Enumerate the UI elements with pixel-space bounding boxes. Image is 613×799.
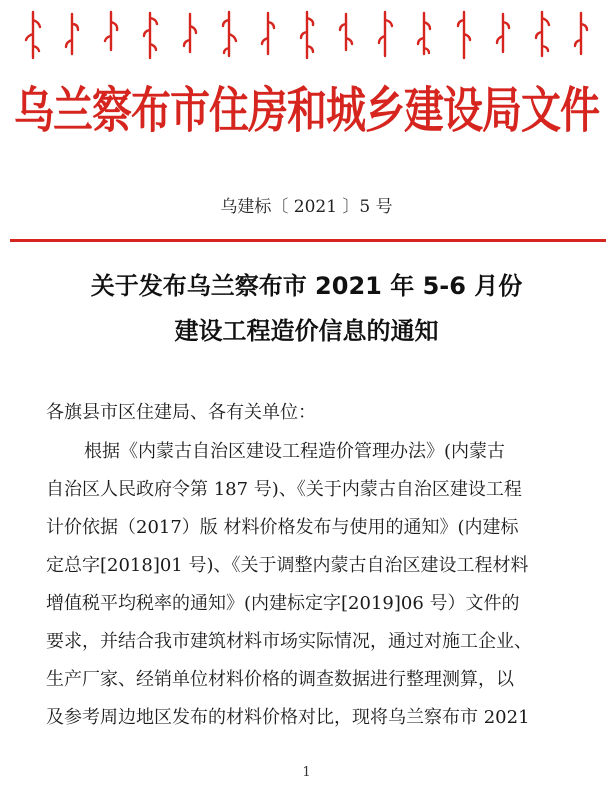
- notice-title-line-1: 关于发布乌兰察布市 2021 年 5-6 月份: [90, 272, 523, 300]
- notice-title-line-2: 建设工程造价信息的通知: [174, 317, 439, 345]
- body-line-4: 定总字[2018]01 号)、《关于调整内蒙古自治区建设工程材料: [46, 555, 529, 576]
- red-divider-line: [10, 239, 606, 242]
- mongolian-word-8: [296, 10, 318, 62]
- body-line-7: 生产厂家、经销单位材料价格的调查数据进行整理测算，以: [46, 669, 514, 690]
- body-line-1: 根据《内蒙古自治区建设工程造价管理办法》(内蒙古: [84, 441, 506, 462]
- mongolian-word-1: [22, 10, 44, 62]
- issuing-authority-title: 乌兰察布市住房和城乡建设局文件: [14, 82, 599, 140]
- mongolian-word-7: [257, 10, 279, 62]
- salutation: 各旗县市区住建局、各有关单位：: [46, 402, 316, 423]
- mongolian-word-14: [531, 10, 553, 62]
- mongolian-word-9: [335, 10, 357, 62]
- document-number: 乌建标〔 2021 〕5 号: [220, 197, 393, 217]
- mongolian-word-13: [492, 10, 514, 62]
- mongolian-word-12: [453, 10, 475, 62]
- mongolian-word-15: [570, 10, 592, 62]
- body-line-5: 增值税平均税率的通知》(内建标定字[2019]06 号）文件的: [46, 593, 520, 614]
- body-line-6: 要求，并结合我市建筑材料市场实际情况，通过对施工企业、: [46, 631, 532, 652]
- mongolian-script-header: [22, 10, 592, 62]
- mongolian-word-4: [139, 10, 161, 62]
- mongolian-word-2: [61, 10, 83, 62]
- body-line-3: 计价依据（2017）版 材料价格发布与使用的通知》(内建标: [46, 517, 519, 538]
- body-line-2: 自治区人民政府令第 187 号)、《关于内蒙古自治区建设工程: [46, 479, 522, 500]
- mongolian-word-6: [218, 10, 240, 62]
- mongolian-word-5: [179, 10, 201, 62]
- body-line-8: 及参考周边地区发布的材料价格对比，现将乌兰察布市 2021: [46, 707, 530, 728]
- mongolian-word-3: [100, 10, 122, 62]
- mongolian-word-11: [413, 10, 435, 62]
- mongolian-word-10: [374, 10, 396, 62]
- page-number: 1: [302, 765, 311, 780]
